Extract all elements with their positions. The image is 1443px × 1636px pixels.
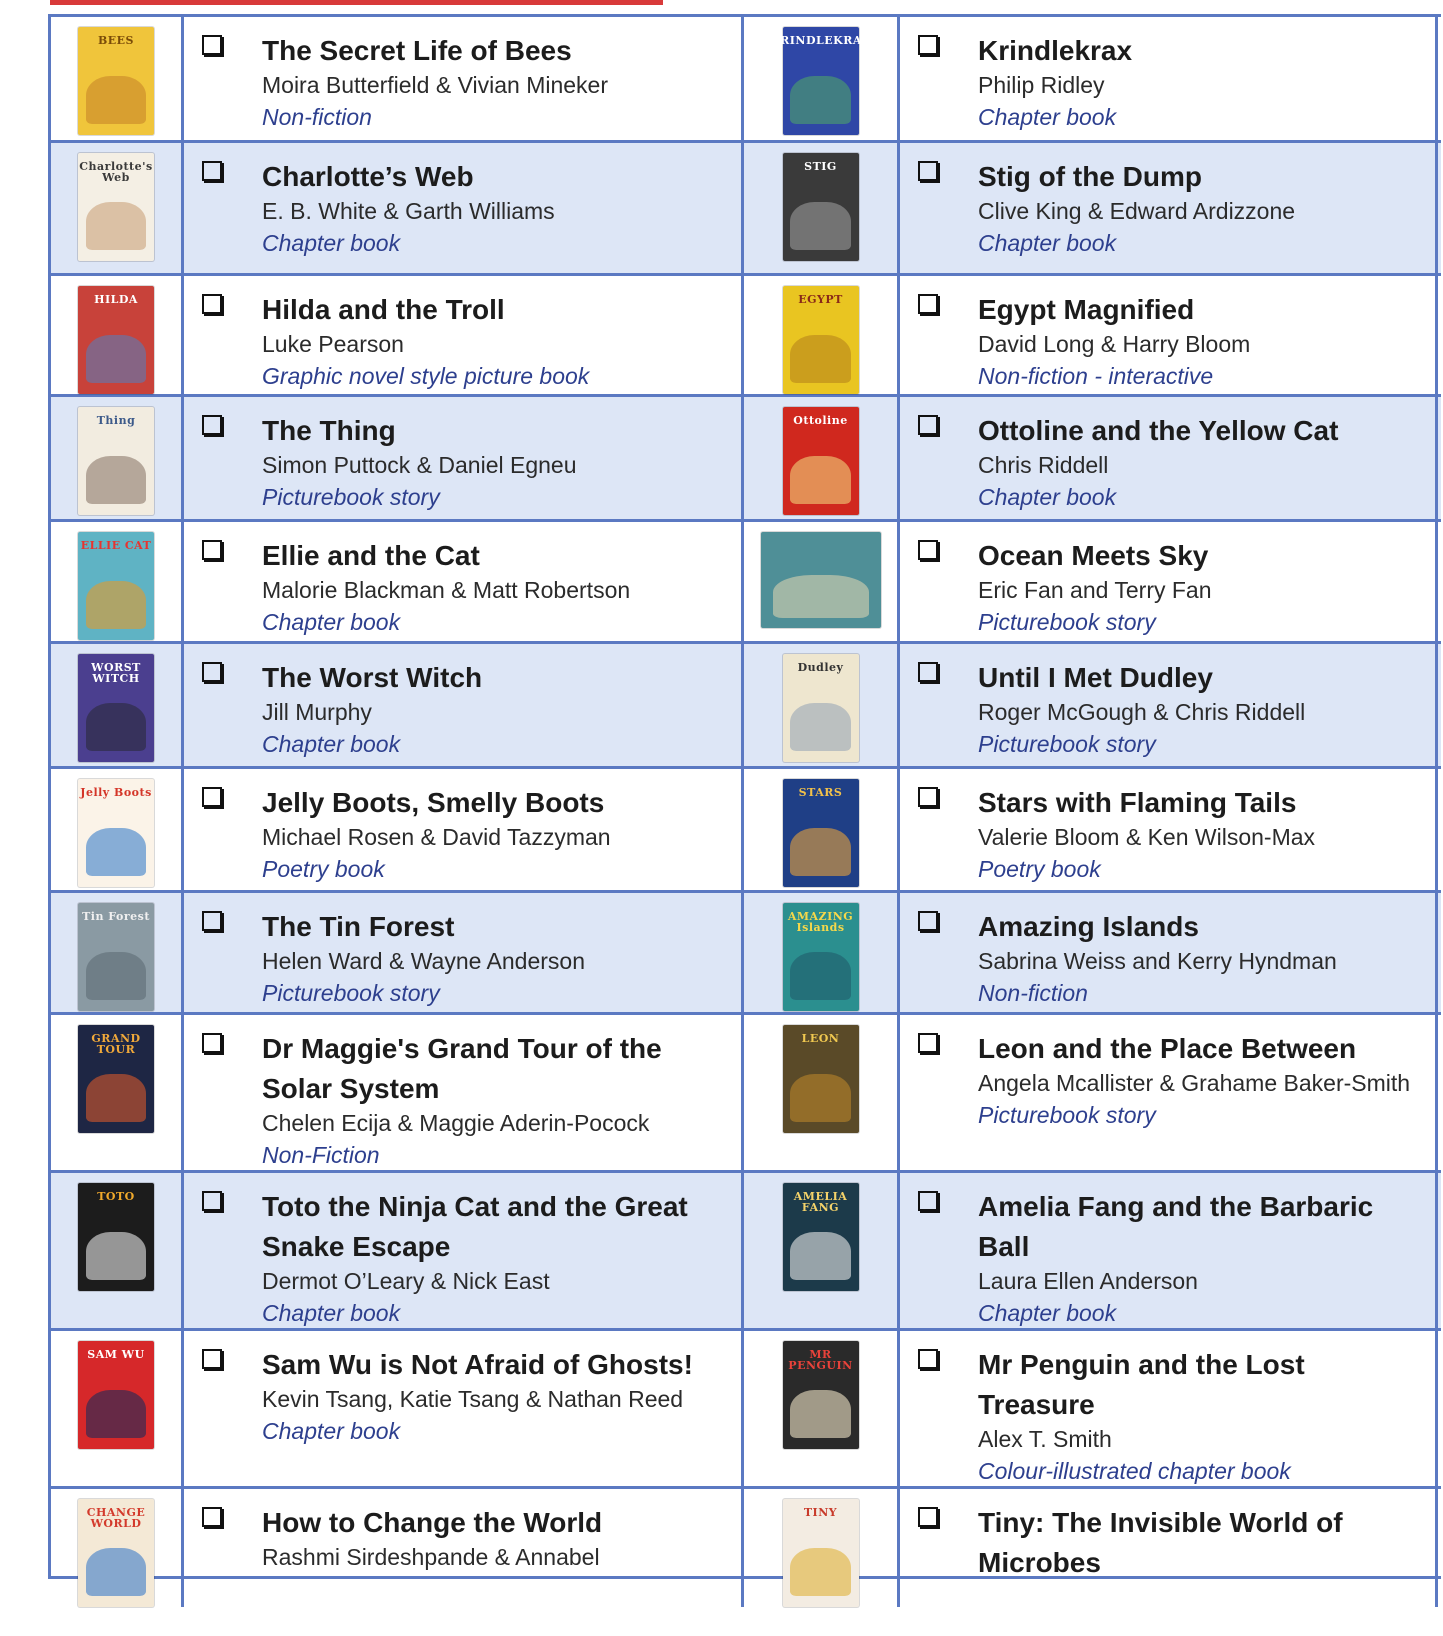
book-genre: Picturebook story [262, 980, 440, 1006]
book-genre: Chapter book [978, 484, 1117, 510]
book-info-cell [184, 1331, 744, 1497]
book-cover-cell [744, 1173, 900, 1339]
book-title: Stars with Flaming Tails [978, 787, 1297, 818]
book-cover-cell [51, 397, 184, 523]
cover-title-text: Ottoline [793, 414, 848, 427]
checkbox[interactable] [202, 1191, 222, 1211]
book-title: How to Change the World [262, 1507, 603, 1538]
book-cover-worst-witch-icon [78, 654, 154, 762]
checkbox[interactable] [918, 540, 938, 560]
book-row [51, 769, 1441, 893]
cover-title-text: CHANGE WORLD [86, 1506, 146, 1530]
book-cover-charlottes-web-icon [78, 153, 154, 261]
book-info-cell [900, 1331, 1438, 1497]
cover-title-text: SAM WU [87, 1348, 145, 1361]
book-cover-cell [744, 522, 900, 648]
book-author: Eric Fan and Terry Fan [978, 577, 1212, 603]
book-row [51, 17, 1441, 143]
book-genre: Picturebook story [978, 609, 1156, 635]
book-author: Dermot O’Leary & Nick East [262, 1268, 550, 1294]
cover-illustration [86, 76, 147, 125]
book-info-cell [184, 893, 744, 1019]
checkbox[interactable] [202, 415, 222, 435]
book-row [51, 397, 1441, 522]
cover-illustration [790, 1390, 851, 1439]
book-title: Toto the Ninja Cat and the Great Snake Escape [262, 1191, 688, 1262]
cover-title-text: EGYPT [798, 293, 843, 306]
checkbox[interactable] [202, 662, 222, 682]
book-cover-cell [51, 17, 184, 143]
book-info [262, 783, 733, 885]
book-genre: Chapter book [262, 731, 401, 757]
cover-illustration [790, 202, 851, 251]
cover-title-text: BEES [97, 34, 134, 47]
book-author: Luke Pearson [262, 331, 404, 357]
book-title: Ellie and the Cat [262, 540, 480, 571]
book-cover-cell [51, 644, 184, 770]
cover-illustration [86, 952, 147, 1001]
book-cover-the-thing-icon [78, 407, 154, 515]
checkbox[interactable] [918, 1033, 938, 1053]
book-info [978, 1187, 1427, 1329]
book-info [262, 1187, 733, 1329]
book-cover-cell [51, 522, 184, 648]
cover-title-text: MR PENGUIN [788, 1348, 853, 1372]
checkbox[interactable] [202, 911, 222, 931]
book-cover-toto-icon [78, 1183, 154, 1291]
book-info [262, 1029, 733, 1171]
book-cover-cell [744, 893, 900, 1019]
book-author: Kevin Tsang, Katie Tsang & Nathan Reed [262, 1386, 684, 1412]
book-info-cell [184, 1489, 744, 1607]
book-cover-jelly-boots-icon [78, 779, 154, 887]
book-title: Amazing Islands [978, 911, 1199, 942]
cover-illustration [790, 828, 851, 877]
book-title: The Secret Life of Bees [262, 35, 572, 66]
checkbox[interactable] [202, 540, 222, 560]
book-cover-mr-penguin-icon [783, 1341, 859, 1449]
book-cover-cell [51, 1173, 184, 1339]
book-info-cell [900, 769, 1438, 895]
book-cover-amazing-islands-icon [783, 903, 859, 1011]
cover-illustration [790, 952, 851, 1001]
book-author: Jill Murphy [262, 699, 372, 725]
book-author: Angela Mcallister & Grahame Baker-Smith [978, 1070, 1411, 1096]
book-cover-ellie-icon [78, 532, 154, 640]
book-cover-cell [51, 1489, 184, 1607]
book-author: Sabrina Weiss and Kerry Hyndman [978, 948, 1337, 974]
cover-title-text: TINY [803, 1506, 838, 1519]
cover-title-text: Thing [96, 414, 136, 427]
cover-title-text: ELLIE CAT [80, 539, 152, 552]
book-cover-change-the-world-icon [78, 1499, 154, 1607]
checkbox[interactable] [202, 294, 222, 314]
book-author: Michael Rosen & David Tazzyman [262, 824, 611, 850]
book-title: Tiny: The Invisible World of Microbes [978, 1507, 1343, 1578]
book-info-cell [184, 1173, 744, 1339]
book-info-cell [184, 1015, 744, 1181]
book-cover-cell [51, 276, 184, 402]
book-title: The Thing [262, 415, 396, 446]
cover-illustration [86, 581, 147, 630]
cover-title-text: STARS [798, 786, 843, 799]
book-row [51, 1331, 1441, 1489]
checkbox[interactable] [918, 1191, 938, 1211]
book-row [51, 143, 1441, 276]
book-title: Sam Wu is Not Afraid of Ghosts! [262, 1349, 693, 1380]
book-author: Simon Puttock & Daniel Egneu [262, 452, 577, 478]
book-genre: Non-fiction [262, 104, 372, 130]
book-cover-cell [744, 17, 900, 143]
checkbox[interactable] [918, 294, 938, 314]
book-info [262, 536, 733, 638]
book-genre: Chapter book [262, 230, 401, 256]
cover-illustration [86, 1074, 147, 1123]
book-author: Chelen Ecija & Maggie Aderin-Pocock [262, 1110, 650, 1136]
book-info [262, 1503, 733, 1597]
cover-title-text: HILDA [94, 293, 138, 306]
book-title: Ocean Meets Sky [978, 540, 1209, 571]
cover-title-text: AMAZING Islands [787, 910, 854, 934]
book-author: Malorie Blackman & Matt Robertson [262, 577, 631, 603]
cover-title-text: TOTO [97, 1190, 135, 1203]
cover-title-text: WORST WITCH [91, 661, 141, 685]
book-info-cell [900, 644, 1438, 770]
checkbox[interactable] [202, 35, 222, 55]
book-author: Rashmi Sirdeshpande & Annabel [262, 1544, 600, 1570]
book-info-cell [900, 522, 1438, 648]
cover-title-text: Charlotte's Web [79, 160, 153, 184]
book-info-cell [900, 1015, 1438, 1181]
checkbox[interactable] [202, 1349, 222, 1369]
book-cover-dudley-icon [783, 654, 859, 762]
cover-title-text: GRAND TOUR [91, 1032, 141, 1056]
book-title: The Worst Witch [262, 662, 483, 693]
book-info-cell [900, 1173, 1438, 1339]
top-accent-bar [50, 0, 663, 5]
book-author: Chris Riddell [978, 452, 1109, 478]
book-cover-cell [744, 1489, 900, 1607]
book-title: Egypt Magnified [978, 294, 1195, 325]
book-info-cell [184, 644, 744, 770]
book-cover-stig-icon [783, 153, 859, 261]
book-info [262, 411, 733, 513]
book-cover-stars-icon [783, 779, 859, 887]
book-cover-cell [744, 276, 900, 402]
cover-title-text: Jelly Boots [80, 786, 152, 799]
cover-illustration [86, 1548, 147, 1597]
book-genre: Poetry book [262, 856, 385, 882]
checkbox[interactable] [918, 1507, 938, 1527]
book-cover-ottoline-icon [783, 407, 859, 515]
book-author: Moira Butterfield & Vivian Mineker [262, 72, 608, 98]
cover-illustration [790, 335, 851, 384]
book-cover-tiny-icon [783, 1499, 859, 1607]
book-title: Mr Penguin and the Lost Treasure [978, 1349, 1305, 1420]
checkbox[interactable] [202, 1507, 222, 1527]
book-info [978, 1345, 1427, 1487]
book-checklist-table [48, 14, 1441, 1579]
book-cover-cell [744, 1331, 900, 1497]
book-title: Stig of the Dump [978, 161, 1202, 192]
book-info [262, 31, 733, 133]
book-genre: Non-Fiction [262, 1142, 380, 1168]
book-title: Jelly Boots, Smelly Boots [262, 787, 605, 818]
book-cover-sam-wu-icon [78, 1341, 154, 1449]
book-cover-ocean-icon [761, 532, 881, 628]
cover-title-text: Tin Forest [82, 910, 150, 923]
book-author: Laura Ellen Anderson [978, 1268, 1198, 1294]
book-title: Dr Maggie's Grand Tour of the Solar System [262, 1033, 662, 1104]
book-genre: Chapter book [978, 230, 1117, 256]
book-title: Charlotte’s Web [262, 161, 474, 192]
book-info [978, 907, 1427, 1009]
cover-illustration [790, 1232, 851, 1281]
book-info [262, 907, 733, 1009]
book-info [978, 1029, 1427, 1171]
book-genre: Picturebook story [978, 731, 1156, 757]
book-author: Helen Ward & Wayne Anderson [262, 948, 586, 974]
book-row [51, 644, 1441, 769]
book-title: Hilda and the Troll [262, 294, 505, 325]
book-info [978, 783, 1427, 885]
cover-title-text: STIG [804, 160, 837, 173]
book-cover-tin-forest-icon [78, 903, 154, 1011]
book-author: E. B. White & Garth Williams [262, 198, 555, 224]
book-info-cell [900, 143, 1438, 273]
book-author: Clive King & Edward Ardizzone [978, 198, 1296, 224]
book-cover-cell [51, 893, 184, 1019]
book-info [978, 658, 1427, 760]
book-cover-cell [744, 769, 900, 895]
book-title: Ottoline and the Yellow Cat [978, 415, 1339, 446]
book-cover-leon-icon [783, 1025, 859, 1133]
book-row [51, 1489, 1441, 1579]
cover-title-text: KRINDLEKRAX [770, 34, 871, 47]
book-cover-grand-tour-icon [78, 1025, 154, 1133]
book-info [978, 31, 1427, 133]
book-genre: Poetry book [978, 856, 1101, 882]
cover-title-text: AMELIA FANG [793, 1190, 848, 1214]
book-genre: Non-fiction [978, 980, 1088, 1006]
cover-illustration [86, 335, 147, 384]
cover-illustration [86, 202, 147, 251]
book-genre: Chapter book [262, 1418, 401, 1444]
book-title: Until I Met Dudley [978, 662, 1213, 693]
book-cover-cell [51, 1015, 184, 1181]
checkbox[interactable] [202, 161, 222, 181]
checkbox[interactable] [918, 35, 938, 55]
book-info-cell [184, 276, 744, 402]
cover-illustration [790, 76, 851, 125]
book-genre: Picturebook story [262, 484, 440, 510]
book-row [51, 1173, 1441, 1331]
checkbox[interactable] [202, 1033, 222, 1053]
book-cover-bees-icon [78, 27, 154, 135]
cover-title-text: LEON [801, 1032, 840, 1045]
checkbox[interactable] [918, 911, 938, 931]
book-info [262, 157, 733, 263]
checkbox[interactable] [918, 787, 938, 807]
cover-illustration [790, 1074, 851, 1123]
book-genre: Chapter book [262, 609, 401, 635]
checkbox[interactable] [918, 161, 938, 181]
book-cover-cell [744, 397, 900, 523]
book-info-cell [184, 397, 744, 523]
cover-title-text: Dudley [797, 661, 844, 674]
cover-illustration [790, 703, 851, 752]
book-title: Leon and the Place Between [978, 1033, 1357, 1064]
book-cover-cell [51, 143, 184, 273]
book-genre: Non-fiction - interactive [978, 363, 1214, 389]
book-row [51, 1015, 1441, 1173]
book-author: Alex T. Smith [978, 1426, 1112, 1452]
book-title: Krindlekrax [978, 35, 1133, 66]
book-cover-cell [744, 143, 900, 273]
book-info [978, 536, 1427, 638]
book-genre: Picturebook story [978, 1102, 1156, 1128]
book-info [978, 157, 1427, 263]
book-info-cell [184, 522, 744, 648]
book-info-cell [184, 17, 744, 143]
book-cover-cell [744, 1015, 900, 1181]
cover-illustration [86, 1232, 147, 1281]
book-info-cell [184, 769, 744, 895]
book-info-cell [900, 17, 1438, 143]
book-info-cell [900, 397, 1438, 523]
book-cover-cell [51, 1331, 184, 1497]
cover-illustration [86, 456, 147, 505]
book-genre: Graphic novel style picture book [262, 363, 590, 389]
book-genre: Chapter book [978, 104, 1117, 130]
checkbox[interactable] [202, 787, 222, 807]
book-info [978, 411, 1427, 513]
book-cover-krindlekrax-icon [770, 27, 871, 135]
book-cover-amelia-fang-icon [783, 1183, 859, 1291]
cover-illustration [86, 828, 147, 877]
book-cover-hilda-icon [78, 286, 154, 394]
cover-illustration [86, 1390, 147, 1439]
cover-illustration [86, 703, 147, 752]
book-info [978, 290, 1427, 392]
checkbox[interactable] [918, 1349, 938, 1369]
checkbox[interactable] [918, 415, 938, 435]
book-title: Amelia Fang and the Barbaric Ball [978, 1191, 1374, 1262]
book-genre: Colour-illustrated chapter book [978, 1458, 1291, 1484]
book-row [51, 276, 1441, 397]
book-info-cell [900, 276, 1438, 402]
book-author: David Long & Harry Bloom [978, 331, 1251, 357]
book-info-cell [900, 893, 1438, 1019]
book-row [51, 893, 1441, 1015]
book-info-cell [184, 143, 744, 273]
book-info [978, 1503, 1427, 1597]
checkbox[interactable] [918, 662, 938, 682]
book-author: Valerie Bloom & Ken Wilson-Max [978, 824, 1316, 850]
book-cover-egypt-icon [783, 286, 859, 394]
cover-illustration [773, 575, 869, 618]
book-cover-cell [51, 769, 184, 895]
book-info [262, 1345, 733, 1487]
book-genre: Chapter book [262, 1300, 401, 1326]
cover-illustration [790, 1548, 851, 1597]
book-genre: Chapter book [978, 1300, 1117, 1326]
cover-illustration [790, 456, 851, 505]
book-info-cell [900, 1489, 1438, 1607]
book-info [262, 290, 733, 392]
book-author: Roger McGough & Chris Riddell [978, 699, 1306, 725]
book-cover-cell [744, 644, 900, 770]
book-author: Philip Ridley [978, 72, 1105, 98]
book-info [262, 658, 733, 760]
book-row [51, 522, 1441, 644]
book-title: The Tin Forest [262, 911, 455, 942]
